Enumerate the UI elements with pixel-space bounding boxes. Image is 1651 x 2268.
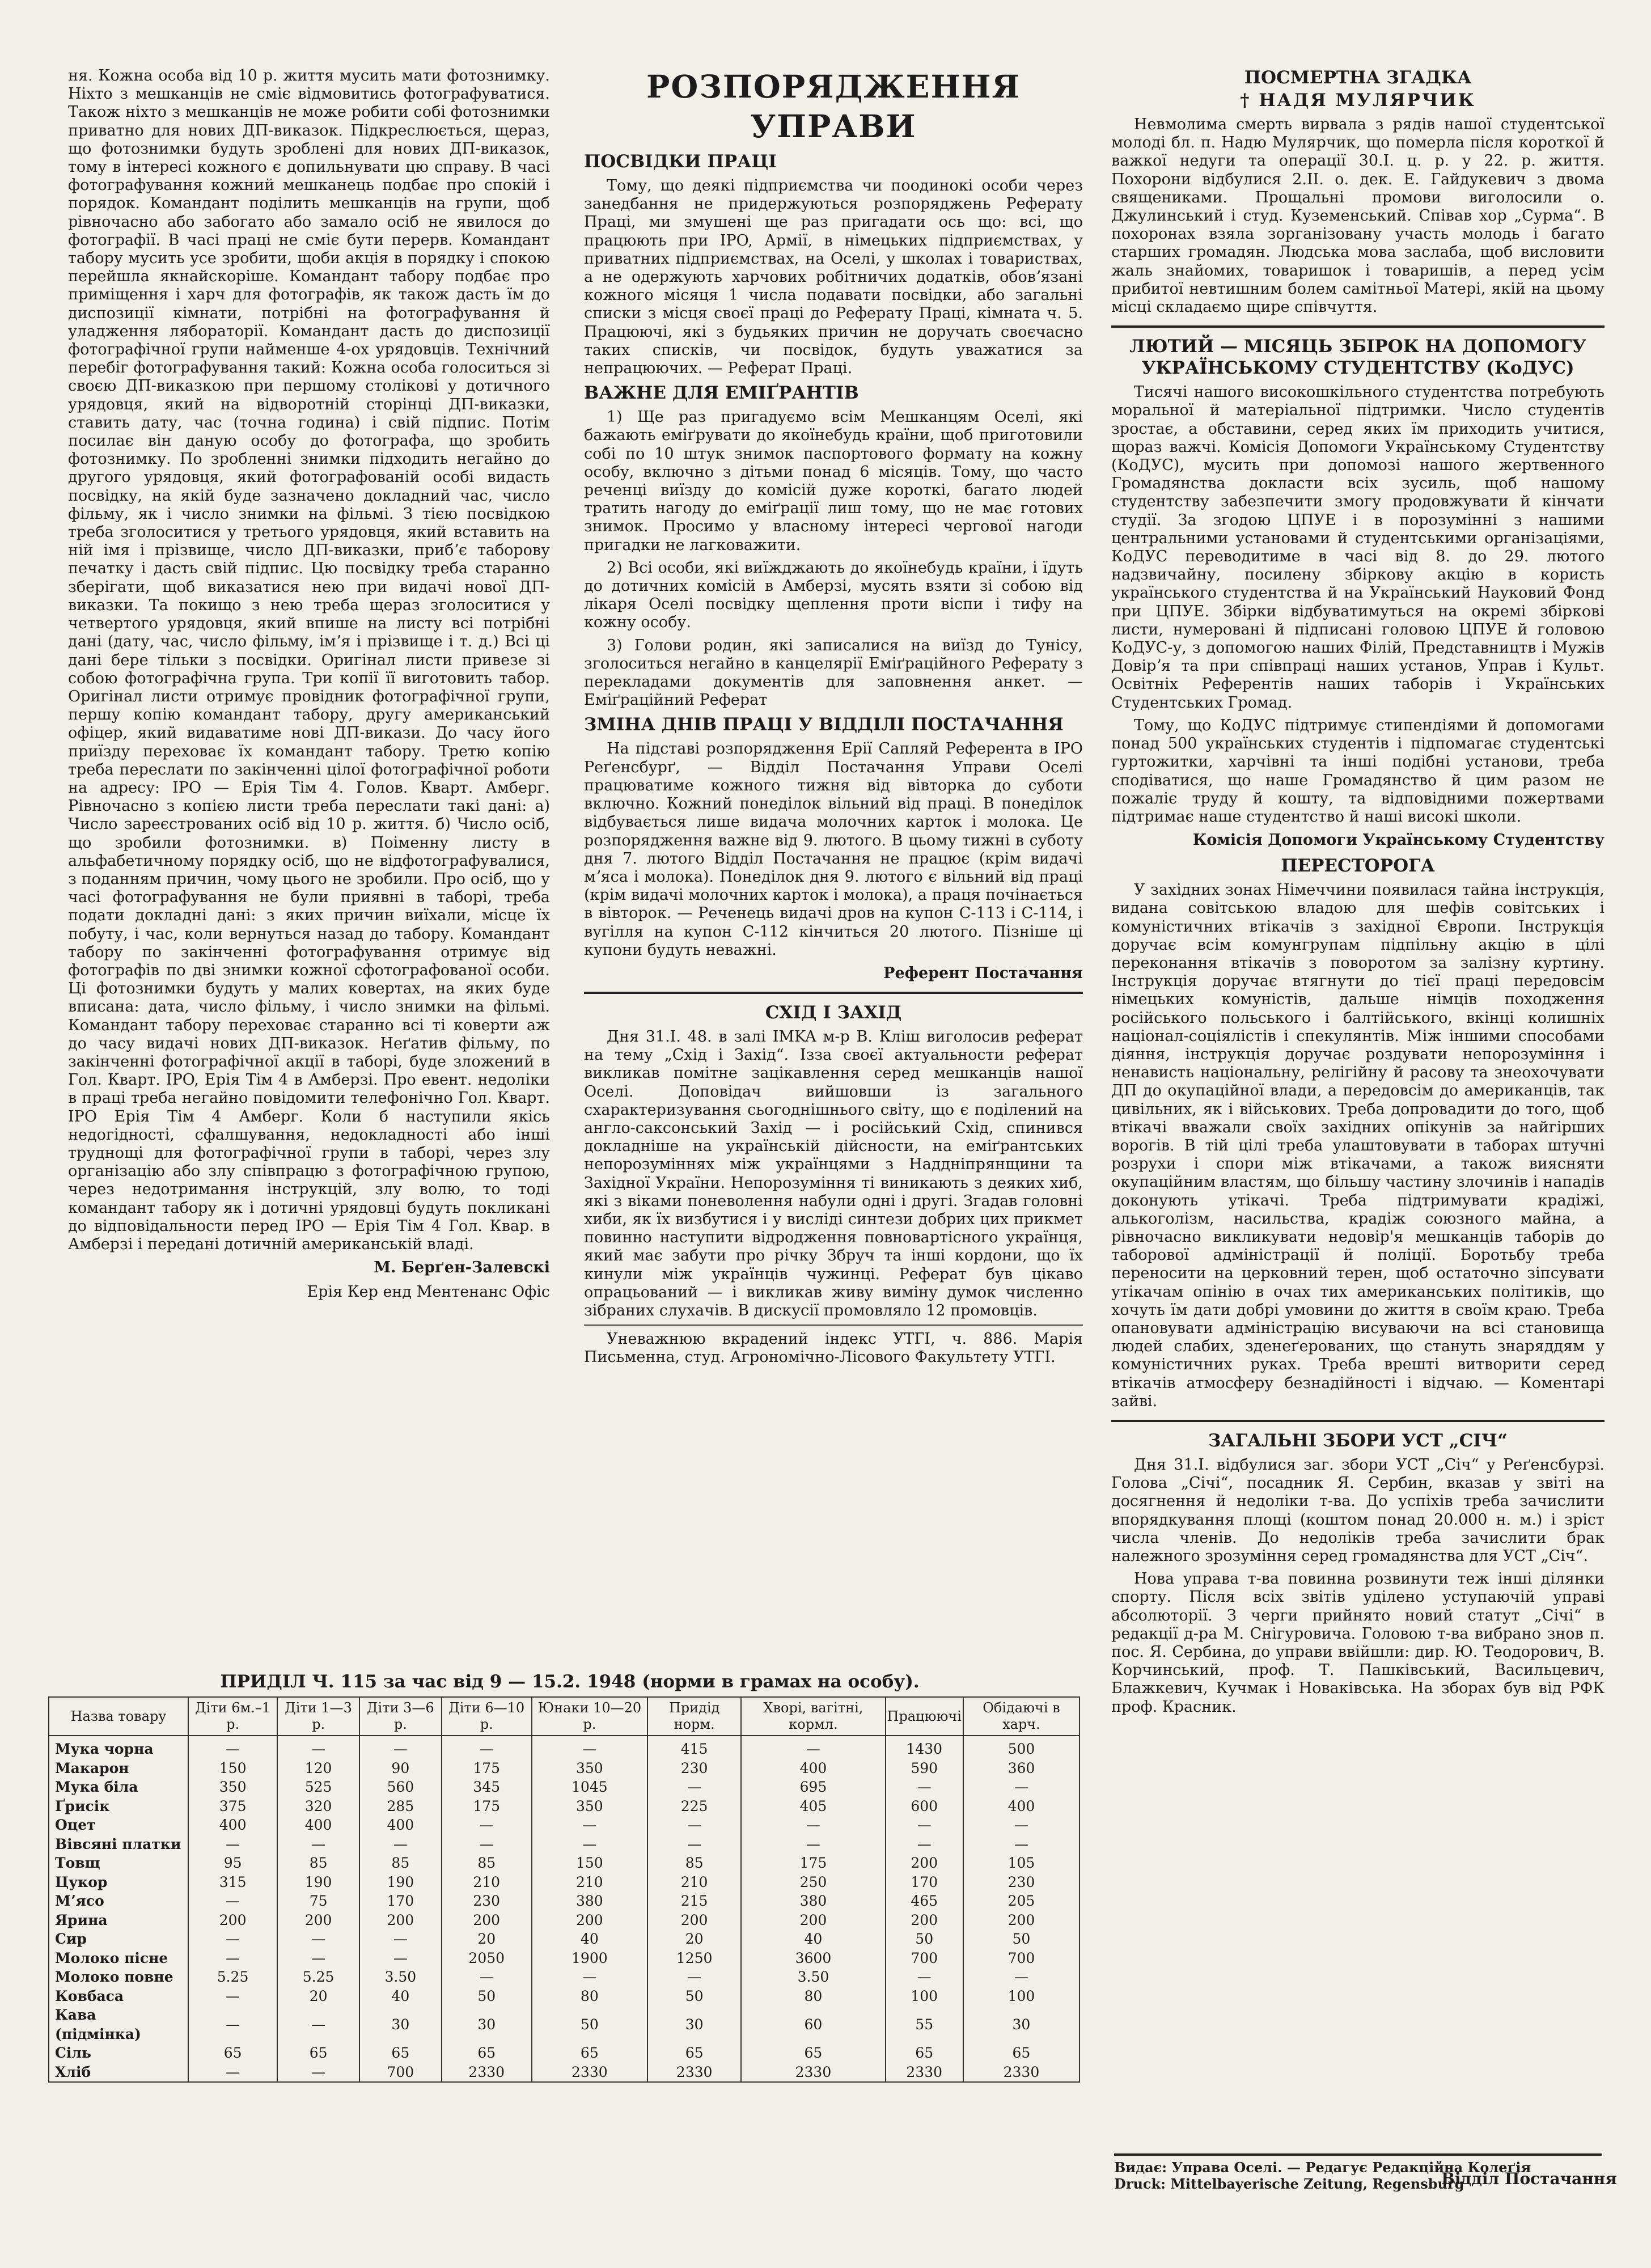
ration-value: 95 <box>188 1854 277 1873</box>
supply-signature: Референт Постачання <box>883 964 1083 982</box>
ration-value: 40 <box>532 1930 647 1949</box>
product-name: Оцет <box>49 1816 188 1835</box>
printer-line: Druck: Mittelbayerische Zeitung, Regensburg <box>1114 2176 1464 2192</box>
ration-value: 100 <box>886 1987 963 2006</box>
ration-value: — <box>442 1967 532 1987</box>
ration-value: 400 <box>741 1759 885 1778</box>
ration-value: 80 <box>741 1987 885 2006</box>
ration-value: 65 <box>963 2043 1080 2063</box>
ration-value: 1045 <box>532 1778 647 1797</box>
table-row <box>49 1797 1080 1816</box>
ration-value: 405 <box>741 1797 885 1816</box>
ration-value: 50 <box>442 1987 532 2006</box>
ration-value: 200 <box>741 1911 885 1930</box>
ration-value: 40 <box>741 1930 885 1949</box>
product-name: Мука біла <box>49 1778 188 1797</box>
ration-value: 175 <box>442 1797 532 1816</box>
ration-value: — <box>359 1736 442 1759</box>
ration-value: 105 <box>963 1854 1080 1873</box>
section-divider <box>584 1325 1083 1326</box>
ration-value: — <box>886 1967 963 1987</box>
ration-value: 30 <box>963 2005 1080 2043</box>
lost-index-notice: Уневажнюю вкрадений індекс УТГІ, ч. 886. Марія Письменна, студ. Агрономічно-Лісового Факультету УТГІ. <box>584 1330 1083 1366</box>
table-row <box>49 1873 1080 1892</box>
product-name: Кава (підмінка) <box>49 2005 188 2043</box>
ration-value: 400 <box>277 1816 359 1835</box>
product-name: Ґрисік <box>49 1797 188 1816</box>
ration-value: 5.25 <box>277 1967 359 1987</box>
ration-value: — <box>188 1835 277 1854</box>
ration-value: 55 <box>886 2005 963 2043</box>
ration-value: 175 <box>741 1854 885 1873</box>
table-row <box>49 1759 1080 1778</box>
ration-value: — <box>277 1736 359 1759</box>
ration-value: 350 <box>188 1778 277 1797</box>
ration-value: — <box>532 1967 647 1987</box>
imprint <box>1114 2153 1602 2192</box>
section-heading-supply-days: ЗМІНА ДНІВ ПРАЦІ У ВІДДІЛІ ПОСТАЧАННЯ <box>584 714 1064 735</box>
col-header: Придід норм. <box>647 1697 741 1736</box>
warning-text: У західних зонах Німеччини появилася тайна інструкція, видана совітською владою для шефів совітських і комуністичних втікачів з західної Європи. Інструкція доручає всім комунгрупам підпільну акцію в цілі переконання втікачів з поворотом за залізну куртину. Інструкція доручає втягнути до тієї праці передовсім німецьких комуністів, дальше німців походження російського польського і балтійського, вкінці колишніх націонал-соціялістів і спекулянтів. Між іншими способами діяння, інструкція доручає роздувати непорозуміння і ненависть національну, релігійну й расову та знеохочувати ДП до окупаційної влади, а передовсім до американців, так цивільних, як і військових. Треба допровадити до того, щоб втікачі вважали своїх західних опікунів за найгірших ворогів. В тій цілі треба улаштовувати в таборах штучні розрухи і спори між втікачами, а також виясняти окупаційним властям, що більшу частину злочинів і нападів доконують утікачі. Треба підтримувати крадіжі, алькоголізм, насильства, крадіж союзного майна, а рівночасно викликувати недовір'я мешканців таборів до таборової адміністрації й поліції. Боротьбу треба переносити на церковний терен, щоб остаточно зіпсувати утікачам опінію в очах тих американських політиків, що хочуть їм дати добрі умовини до життя в своїм краю. Треба опановувати адміністрацію висуваючи на всі становища людей слабих, зденеґерованих, що стануть знаряддям у комуністичних руках. Треба врешті витворити серед втікачів атмосферу безнадійності і відчаю. — Коментарі зайві. <box>1111 881 1605 1410</box>
ration-value: 50 <box>886 1930 963 1949</box>
ration-value: 65 <box>886 2043 963 2063</box>
ration-value: — <box>188 1949 277 1968</box>
ration-value: 700 <box>359 2063 442 2083</box>
ration-value: — <box>277 2005 359 2043</box>
ration-value: 200 <box>886 1911 963 1930</box>
ration-value: 65 <box>442 2043 532 2063</box>
ration-value: — <box>277 2063 359 2083</box>
ration-table-header <box>49 1697 1080 1736</box>
ration-value: — <box>188 1987 277 2006</box>
signature-name: М. Берґен-Залевскі <box>374 1259 550 1277</box>
ration-value: 50 <box>532 2005 647 2043</box>
ration-value: 200 <box>886 1854 963 1873</box>
ration-value: 400 <box>963 1797 1080 1816</box>
ration-value: 1900 <box>532 1949 647 1968</box>
table-row <box>49 1949 1080 1968</box>
ration-value: 90 <box>359 1759 442 1778</box>
ration-value: 65 <box>277 2043 359 2063</box>
section-divider <box>1111 1420 1605 1422</box>
ration-value: 20 <box>277 1987 359 2006</box>
ration-table-area <box>43 1672 1097 2083</box>
ration-value: 345 <box>442 1778 532 1797</box>
ration-value: — <box>963 1967 1080 1987</box>
product-name: Цукор <box>49 1873 188 1892</box>
ration-value: 65 <box>359 2043 442 2063</box>
col-header: Діти 6м.–1 р. <box>188 1697 277 1736</box>
ration-value: 205 <box>963 1892 1080 1911</box>
ration-value: 200 <box>359 1911 442 1930</box>
ration-value: 1430 <box>886 1736 963 1759</box>
product-name: Сир <box>49 1930 188 1949</box>
ration-value: 695 <box>741 1778 885 1797</box>
section-divider <box>584 992 1083 994</box>
ration-value: 150 <box>532 1854 647 1873</box>
ration-value: — <box>963 1778 1080 1797</box>
product-name: Ярина <box>49 1911 188 1930</box>
sich-text-2: Нова управа т-ва повинна розвинути теж інші ділянки спорту. Після всіх звітів уділено уступаючій управі абсолюторії. З черги прийнято новий статут „Січі“ в редакції д-ра М. Снігуровича. Головою т-ва вибрано знов п. пос. Я. Сербина, до управи ввійшли: дир. Ю. Теодорович, В. Корчинський, проф. Т. Пашківський, Васильцевич, Блажкевич, Кучмак і Новаківська. На зборах був від РФК проф. Красник. <box>1111 1570 1605 1716</box>
ration-table-body <box>49 1736 1080 2082</box>
ration-value: 375 <box>188 1797 277 1816</box>
ration-value: 65 <box>188 2043 277 2063</box>
ration-value: 250 <box>741 1873 885 1892</box>
col-header: Працюючі <box>886 1697 963 1736</box>
table-row <box>49 1835 1080 1854</box>
ration-value: 65 <box>532 2043 647 2063</box>
ration-table <box>48 1696 1080 2083</box>
ration-value: — <box>277 1930 359 1949</box>
ration-value: — <box>647 1778 741 1797</box>
ration-value: 75 <box>277 1892 359 1911</box>
col-header: Хворі, вагітні, кормл. <box>741 1697 885 1736</box>
section-heading-warning: ПЕРЕСТОРОГА <box>1281 856 1435 877</box>
table-row <box>49 1892 1080 1911</box>
ration-value: — <box>647 1835 741 1854</box>
kodus-text-1: Тисячі нашого високошкільного студентства потребують моральної й матеріальної підтримки. Число студентів зростає, а обставини, серед яких їм приходить учитися, щораз важчі. Комісія Допомоги Українському Студентству (КоДУС), мусить при допомозі нашого жертвенного Громадянства докласти всіх зусиль, щоб нашому студентству забезпечити змогу продовжувати й кінчати студії. За згодою ЦПУЕ і в порозумінні з нашими центральними установами й студентськими організаціями, КоДУС переводитиме в часі від 8. до 29. лютого надзвичайну, посилену збіркову акцію в користь українського студентства й на Український Науковий Фонд при ЦПУЕ. Збірки відбуватимуться на окремі збіркові листи, нумеровані й підписані головою ЦПУЕ й головою КоДУС-у, з допомогою наших Філій, Представництв і Мужів Довірʼя та при співпраці наших установ, Управ і Культ. Освітніх Референтів наших таборів і Українських Студентських Громад. <box>1111 383 1605 712</box>
col-header: Обідаючі в харч. <box>963 1697 1080 1736</box>
supply-days-text: На підставі розпорядження Ерії Сапляй Референта в IPO Реґенсбурґ, — Відділ Постачання Управи Оселі працюватиме кожного тижня від вівторка до суботи включно. Кожний понеділок вільний від праці. В понеділок відбувається лише видача молочних карток і молока. Це розпорядження важне від 9. лютого. В цьому тижні в суботу дня 7. лютого Відділ Постачання не працює (крім видачі мʼяса і молока). Понеділок дня 9. лютого є вільний від праці (крім видачі молочних карток і молока), а праця почінається в вівторок. — Реченець видачі дров на купон С-113 і С-114, і вугілля на купон С-112 кінчиться 20 лютого. Пізніше ці купони будуть неважні. <box>584 740 1083 959</box>
section-divider <box>1111 325 1605 328</box>
ration-value: 2330 <box>532 2063 647 2083</box>
work-certificates-text: Тому, що деякі підприємства чи поодинокі особи через занедбання не придержуються розпоряджень Реферату Праці, ми змушені ще раз пригадати ось що: всі, що працюють при IPO, Армії, в німецьких підприємствах, у приватних підприємствах, на Оселі, у школах і товариствах, а не одержують харчових робітничих додатків, обовʼязані кожного місяця 1 числа подавати посвідки, або загальні списки з місця своєї праці до Реферату Праці, кімната ч. 5. Працюючі, які з будьяких причин не доручать своєчасно таких списків, чи посвідок, будуть уважатися за непрацюючих. — Реферат Праці. <box>584 177 1083 378</box>
ration-value: 120 <box>277 1759 359 1778</box>
ration-value: — <box>277 1949 359 1968</box>
emigrants-point-1: 1) Ще раз пригадуємо всім Мешканцям Оселі, які бажають еміґрувати до якоїнебудь країни, щоб приготовили собі по 10 штук знимок паспортового формату на кожну особу, включно з дітьми понад 6 місяців. Тому, що часто реченці виїзду до комісій дуже короткі, багато людей тратить нагоду до еміґрації лиш тому, що не має готових знимок. Просимо у власному інтересі чергової нагоди пригадки не лагковажити. <box>584 408 1083 554</box>
ration-value: 350 <box>532 1759 647 1778</box>
ration-value: 65 <box>741 2043 885 2063</box>
col-header: Діти 1—3 р. <box>277 1697 359 1736</box>
ration-value: 700 <box>886 1949 963 1968</box>
ration-value: — <box>188 1892 277 1911</box>
table-row <box>49 1987 1080 2006</box>
ration-table-title: ПРИДІЛ Ч. 115 за час від 9 — 15.2. 1948 (норми в грамах на особу). <box>220 1672 920 1692</box>
ration-value: — <box>741 1736 885 1759</box>
ration-value: 400 <box>188 1816 277 1835</box>
section-heading-emigrants: ВАЖНЕ ДЛЯ ЕМІҐРАНТІВ <box>584 383 859 404</box>
ration-value: 700 <box>963 1949 1080 1968</box>
product-name: Ковбаса <box>49 1987 188 2006</box>
ration-value: — <box>188 2063 277 2083</box>
table-row <box>49 1778 1080 1797</box>
ration-value: 85 <box>359 1854 442 1873</box>
product-name: Сіль <box>49 2043 188 2063</box>
ration-value: 230 <box>647 1759 741 1778</box>
product-name: Молоко повне <box>49 1967 188 1987</box>
table-row <box>49 1854 1080 1873</box>
ration-value: 225 <box>647 1797 741 1816</box>
product-name: Вівсяні платки <box>49 1835 188 1854</box>
table-row <box>49 1816 1080 1835</box>
ration-value: — <box>188 2005 277 2043</box>
ration-value: 20 <box>442 1930 532 1949</box>
obituary-text: Невмолима смерть вирвала з рядів нашої студентської молоді бл. п. Надю Мулярчик, що померла після короткої й важкої недуги та операції 30.I. ц. р. у 22. р. життя. Похорони відбулися 2.II. о. дек. Е. Гайдукевич з двома священиками. Прощальні промови виголосили о. Джулинський і студ. Куземенський. Співав хор „Сурма“. В похоронах взяла зорганізовану участь молодь і багато старших громадян. Людська мова заслаба, щоб висловити жаль знайомих, товаришок і товаришів, а перед усім прибитої невтишним болем самітньої Матері, якій на цьому місці складаємо щире співчуття. <box>1111 116 1605 316</box>
obituary-name: † НАДЯ МУЛЯРЧИК <box>1240 90 1476 111</box>
ration-value: — <box>963 1835 1080 1854</box>
ration-value: 30 <box>442 2005 532 2043</box>
ration-value: 2330 <box>647 2063 741 2083</box>
section-heading-work-certificates: ПОСВІДКИ ПРАЦІ <box>584 151 777 172</box>
ration-value: 3.50 <box>741 1967 885 1987</box>
ration-value: 415 <box>647 1736 741 1759</box>
ration-value: — <box>647 1816 741 1835</box>
ration-value: — <box>359 1930 442 1949</box>
table-row <box>49 1930 1080 1949</box>
col-header: Юнаки 10—20 р. <box>532 1697 647 1736</box>
ration-value: — <box>442 1736 532 1759</box>
ration-value: — <box>886 1778 963 1797</box>
ration-value: 2330 <box>886 2063 963 2083</box>
ration-value: 170 <box>359 1892 442 1911</box>
ration-value: 560 <box>359 1778 442 1797</box>
ration-value: 200 <box>188 1911 277 1930</box>
ration-value: 230 <box>963 1873 1080 1892</box>
product-name: Мʼясо <box>49 1892 188 1911</box>
ration-value: 65 <box>647 2043 741 2063</box>
table-signature: Відділ Постачання <box>1441 2169 1617 2188</box>
ration-value: 85 <box>647 1854 741 1873</box>
ration-value: 85 <box>277 1854 359 1873</box>
kodus-text-2: Тому, що КоДУС підтримує стипендіями й допомогами понад 500 українських студентів і підпомагає студентські гуртожитки, харчівні та інші подібні установи, треба сподіватися, що наше Громадянство й цим разом не пожаліє труду й кошту, та відповідними пожертвами підтримає наше студентство й наші високі школи. <box>1111 716 1605 826</box>
ration-value: 210 <box>442 1873 532 1892</box>
ration-value: — <box>532 1835 647 1854</box>
ration-value: — <box>886 1835 963 1854</box>
col-header: Діти 3—6 р. <box>359 1697 442 1736</box>
column-left <box>68 67 550 1301</box>
product-name: Мука чорна <box>49 1736 188 1759</box>
ration-value: — <box>359 1835 442 1854</box>
photo-instruction-text: ня. Кожна особа від 10 р. життя мусить мати фотознимку. Ніхто з мешканців не сміє відмовитись фотографуватися. Також ніхто з мешканців не може робити собі фотознимки приватно для нових ДП-виказок. Підкреслюється, щераз, що фотознимки будуть зроблені для нових ДП-виказок, тому в інтересі кожного є допильнувати цю справу. В часі фотографування кожний мешканець подбає про спокій і порядок. Командант поділить мешканців на групи, щоб рівночасно або забогато або замало осіб не явилося до фотографії. В часі праці не сміє бути перерв. Командант табору мусить усе зробити, щоби акція в порядку і спокою перейшла якнайскоріше. Командант табору подбає про приміщення і харч для фотографів, як також дасть їм до диспозиції кімнати, потрібні на фотографування й уладження лябораторії. Командант дасть до диспозиції фотографічної групи найменше 4-ох урядовців. Технічний перебіг фотографування такий: Кожна особа голоситься зі своєю ДП-виказкою при першому століковi у дотичного урядовця, який на відворотній сторінці ДП-виказки, ставить дату, час (точна година) і свій підпис. Потім посилає він даную особу до фотографа, що зробить фотознимку. По зробленні знимки підходить негайно до другого урядовця, який фотографованій особі видасть посвідку, на якій буде зазначено докладний час, число фільму, як і число знимки на фільмі. З тією посвідкою треба зголоситися у третього урядовця, який вставить на ній імя і прізвище, число ДП-виказки, прибʼє таборову печатку і дасть свій підпис. Цю посвідку треба старанно зберігати, щоб виказатися нею при видачі нової ДП-виказки. Та покищо з нею треба щераз зголоситися у четвертого урядовця, який впише на листу всі потрібні дані (дату, час, число фільму, імʼя і прізвище і т. д.) Всі ці дані бере тільки з посвідки. Оригінал листи привезе зі собою фотографічна група. Три копії її виготовить табор. Оригінал листи отримує провідник фотографічної групи, першу копію командант табору, другу американський офіцер, який видаватиме нові ДП-викази. До часу його приїзду переховає їх командант табору. Третю копію треба переслати по закінченні цілої фотографічної роботи на адресу: IPO — Ерія Тім 4. Голов. Кварт. Амберг. Рівночасно з копією листи треба переслати такі дані: а) Число зареєстрованих осіб від 10 р. життя. б) Число осіб, що зробили фотознимки. в) Поіменну листу в альфабетичному порядку осіб, що не відфотографувалися, з поданням причин, чому цього не зробили. Про осіб, що у часі фотографування не були приявні в таборі, треба подати докладні дані: з яких причин виїхали, місце їх побуту, і час, коли вернуться назад до табору. Командант табору по закінченні фотографування отримує від фотографів по дві знимки кожної сфотографованої особи. Ці фотознимки будуть у малих ковертах, на яких буде вписана: дата, число фільму, і число знимки на фільмі. Командант табору переховає старанно всі ті коверти аж до часу видачі нових ДП-виказок. Неґатив фільму, по закінченні фотографічної акції в таборі, буде зложений в Гол. Кварт. IPO, Ерія Тім 4 в Амберзі. Про евент. недоліки в праці треба негайно повідомити телефонічно Гол. Кварт. IPO Ерія Тім 4 Амберг. Коли б наступили якісь недогідності, сфалшування, недокладності або інші труднощі для фотографічної групи в таборі, через злу організацію або злу співпрацю з фотографічною групою, через недотримання інструкцій, злу волю, то тоді командант табору як і дотичні урядовці будуть покликані до відповідальности перед IPO — Ерія Тім 4 Гол. Квар. в Амберзі і передані дотичній американській владі. <box>68 67 550 1253</box>
ration-value: 200 <box>442 1911 532 1930</box>
ration-value: 380 <box>532 1892 647 1911</box>
section-heading-east-west: СХІД І ЗАХІД <box>765 1002 902 1023</box>
ration-value: 525 <box>277 1778 359 1797</box>
ration-value: 315 <box>188 1873 277 1892</box>
ration-value: 150 <box>188 1759 277 1778</box>
ration-value: 200 <box>277 1911 359 1930</box>
east-west-text: Дня 31.I. 48. в залі IMKA м-р В. Кліш виголосив реферат на тему „Схід і Захід“. Ізза своєї актуальности реферат викликав помітне зацікавлення серед мешканців нашої Оселі. Доповідач вийшовши із загального схарактеризування сьогоднішнього світу, що є поділений на англо-саксонський Захід — і російський Схід, спинився докладніше на українській дійсности, на еміґрантських непорозуміннях між українцями з Наддніпрянщини та Західної України. Непорозуміння ті виникають з деяких хиб, які з віками поневолення набули одні і другі. Згадав головні хиби, як їх визбутися і у висліді синтези добрих цих прикмет повинно наступити відродження повновартісного українця, який має забути про річку Збруч та інші кордони, що їх кинули між українців чужинці. Реферат був цікаво опрацьований — і викликав живу виміну думок численно зібраних слухачів. В дискусії промовляло 12 промовців. <box>584 1027 1083 1319</box>
obituary-heading: ПОСМЕРТНА ЗГАДКА <box>1244 67 1472 88</box>
ration-value: — <box>532 1816 647 1835</box>
ration-value: 3.50 <box>359 1967 442 1987</box>
product-name: Товщ <box>49 1854 188 1873</box>
ration-value: 80 <box>532 1987 647 2006</box>
ration-value: 210 <box>532 1873 647 1892</box>
ration-value: 2330 <box>442 2063 532 2083</box>
emigrants-point-2: 2) Всі особи, які виїжджають до якоїнебудь країни, і їдуть до дотичних комісій в Амберзі, мусять взяти зі собою від лікаря Оселі посвідку щеплення проти віспи і тифу на кожну особу. <box>584 558 1083 632</box>
product-name: Молоко пісне <box>49 1949 188 1968</box>
ration-value: 210 <box>647 1873 741 1892</box>
ration-value: 190 <box>359 1873 442 1892</box>
ration-value: 380 <box>741 1892 885 1911</box>
ration-value: 30 <box>647 2005 741 2043</box>
ration-value: 2330 <box>741 2063 885 2083</box>
table-row <box>49 2043 1080 2063</box>
ration-value: — <box>741 1835 885 1854</box>
ration-value: — <box>963 1816 1080 1835</box>
table-row <box>49 1736 1080 1759</box>
section-heading-kodus: ЛЮТИЙ — МІСЯЦЬ ЗБІРОК НА ДОПОМОГУ УКРАЇНСЬКОМУ СТУДЕНТСТВУ (КоДУС) <box>1129 336 1586 379</box>
ration-value: — <box>188 1930 277 1949</box>
section-divider <box>1114 2153 1602 2156</box>
ration-value: 100 <box>963 1987 1080 2006</box>
ration-value: 400 <box>359 1816 442 1835</box>
ration-value: — <box>359 1949 442 1968</box>
table-row <box>49 1911 1080 1930</box>
ration-value: 2050 <box>442 1949 532 1968</box>
ration-value: 360 <box>963 1759 1080 1778</box>
column-middle <box>584 67 1083 1372</box>
ration-value: — <box>442 1835 532 1854</box>
product-name: Хліб <box>49 2063 188 2083</box>
ration-value: 20 <box>647 1930 741 1949</box>
publisher-line: Видає: Управа Оселі. — Редагує Редакційна Колеґія <box>1114 2159 1531 2176</box>
ration-value: 200 <box>963 1911 1080 1930</box>
main-heading: РОЗПОРЯДЖЕННЯ УПРАВИ <box>646 68 1021 145</box>
ration-value: 190 <box>277 1873 359 1892</box>
ration-value: — <box>886 1816 963 1835</box>
ration-value: — <box>532 1736 647 1759</box>
ration-value: 230 <box>442 1892 532 1911</box>
col-header: Діти 6—10 р. <box>442 1697 532 1736</box>
ration-value: — <box>741 1816 885 1835</box>
ration-value: 1250 <box>647 1949 741 1968</box>
ration-value: 350 <box>532 1797 647 1816</box>
signature-title: Ерія Кер енд Ментенанс Офіс <box>307 1283 550 1301</box>
ration-value: — <box>188 1736 277 1759</box>
col-header: Назва товару <box>49 1697 188 1736</box>
ration-value: 60 <box>741 2005 885 2043</box>
table-row <box>49 2005 1080 2043</box>
ration-value: 320 <box>277 1797 359 1816</box>
table-row <box>49 1967 1080 1987</box>
kodus-signature: Комісія Допомоги Українському Студентству <box>1192 831 1605 849</box>
ration-value: 30 <box>359 2005 442 2043</box>
ration-value: 5.25 <box>188 1967 277 1987</box>
table-row <box>49 2063 1080 2083</box>
ration-value: 50 <box>963 1930 1080 1949</box>
ration-value: 600 <box>886 1797 963 1816</box>
ration-value: 50 <box>647 1987 741 2006</box>
ration-value: — <box>647 1967 741 1987</box>
section-heading-sich: ЗАГАЛЬНІ ЗБОРИ УСТ „СІЧ“ <box>1208 1431 1508 1451</box>
ration-value: 175 <box>442 1759 532 1778</box>
ration-value: 500 <box>963 1736 1080 1759</box>
ration-value: 3600 <box>741 1949 885 1968</box>
product-name: Макарон <box>49 1759 188 1778</box>
column-right <box>1111 67 1605 1721</box>
ration-value: — <box>442 1816 532 1835</box>
ration-value: 215 <box>647 1892 741 1911</box>
ration-value: 200 <box>532 1911 647 1930</box>
ration-value: 465 <box>886 1892 963 1911</box>
ration-value: 85 <box>442 1854 532 1873</box>
ration-value: 285 <box>359 1797 442 1816</box>
emigrants-point-3: 3) Голови родин, які записалися на виїзд до Тунісу, зголоситься негайно в канцелярії Еміґраційного Реферату з перекладами документів для заповнення анкет. — Еміґраційний Реферат <box>584 636 1083 709</box>
ration-value: 200 <box>647 1911 741 1930</box>
ration-value: 2330 <box>963 2063 1080 2083</box>
sich-text-1: Дня 31.I. відбулися заг. збори УСТ „Січ“ у Реґенсбурзі. Голова „Січі“, посадник Я. Сербин, вказав у звіті на досягнення й недоліки т-ва. До успіхів треба зачислити впорядкування площі (коштом понад 20.000 н. м.) і зріст числа членів. До недоліків треба зачислити брак належного зрозуміння серед громадянства для УСТ „Січ“. <box>1111 1456 1605 1565</box>
ration-value: 170 <box>886 1873 963 1892</box>
ration-value: 40 <box>359 1987 442 2006</box>
ration-value: 590 <box>886 1759 963 1778</box>
ration-value: — <box>277 1835 359 1854</box>
